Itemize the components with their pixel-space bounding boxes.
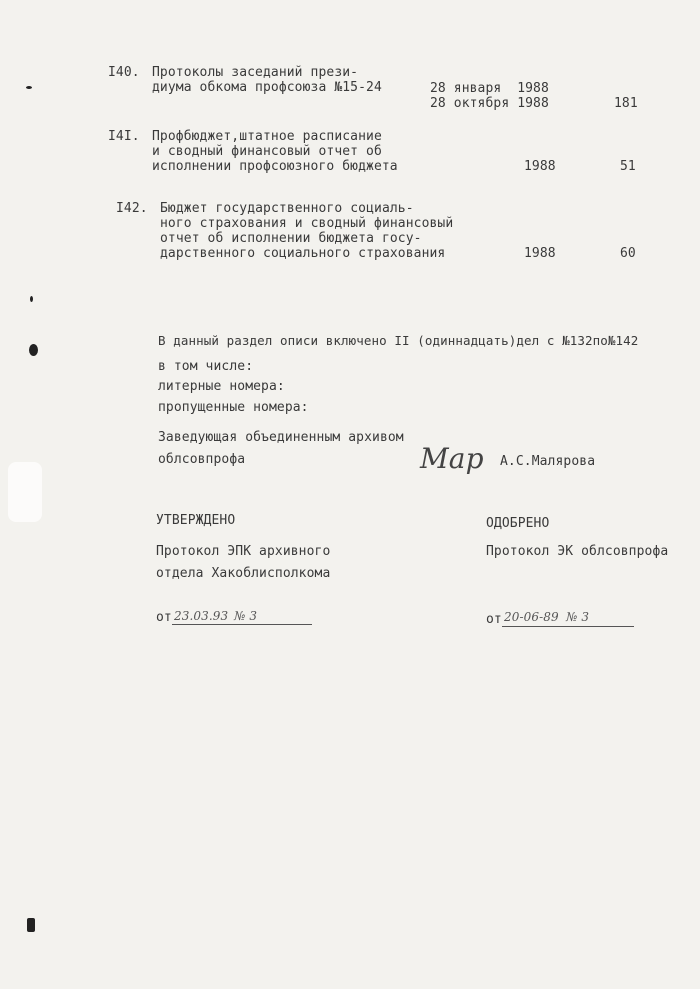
entry-title-line: Протоколы заседаний прези- bbox=[152, 65, 359, 80]
summary-missing-numbers: пропущенные номера: bbox=[158, 400, 309, 415]
approved-title: УТВЕРЖДЕНО bbox=[156, 513, 236, 528]
entry-title-line: ного страхования и сводный финансовый bbox=[160, 216, 454, 231]
endorsed-date: 20-06-89 bbox=[504, 610, 559, 624]
entry-pages: 51 bbox=[620, 159, 636, 174]
entry-pages: 181 bbox=[614, 96, 638, 111]
endorsed-date-underline bbox=[502, 626, 634, 627]
signatory-name: А.С.Малярова bbox=[500, 454, 596, 469]
entry-title-line: Бюджет государственного социаль- bbox=[160, 201, 414, 216]
summary-letter-numbers: литерные номера: bbox=[158, 379, 285, 394]
entry-title-line: отчет об исполнении бюджета госу- bbox=[160, 231, 422, 246]
handwritten-signature: Мар bbox=[420, 442, 484, 475]
endorsed-number: № 3 bbox=[566, 610, 590, 624]
entry-date: 28 января 1988 bbox=[430, 81, 549, 96]
scan-artifact-mark bbox=[27, 918, 35, 932]
endorsed-protocol-line: Протокол ЭК облсовпрофа bbox=[486, 544, 669, 559]
paper-stain bbox=[8, 462, 42, 522]
approved-protocol-line: отдела Хакоблисполкома bbox=[156, 566, 331, 581]
entry-number: I4I. bbox=[108, 129, 140, 144]
scan-artifact-mark bbox=[26, 86, 32, 89]
binding-hole-mark bbox=[29, 344, 38, 356]
summary-including: в том числе: bbox=[158, 359, 254, 374]
scan-artifact-mark bbox=[30, 296, 33, 302]
entry-title-line: дарственного социального страхования bbox=[160, 246, 446, 261]
approved-protocol-line: Протокол ЭПК архивного bbox=[156, 544, 331, 559]
approved-date-underline bbox=[172, 624, 312, 625]
approved-from-label: от bbox=[156, 610, 172, 625]
approved-date: 23.03.93 bbox=[174, 609, 229, 623]
approved-number: № 3 bbox=[234, 609, 258, 623]
entry-pages: 60 bbox=[620, 246, 636, 261]
entry-year: 1988 bbox=[524, 246, 556, 261]
entry-title-line: Профбюджет,штатное расписание bbox=[152, 129, 382, 144]
signatory-position: облсовпрофа bbox=[158, 452, 246, 467]
endorsed-title: ОДОБРЕНО bbox=[486, 516, 550, 531]
entry-date: 28 октября 1988 bbox=[430, 96, 549, 111]
summary-included: В данный раздел описи включено II (одиннадцать)дел с №132по№142 bbox=[158, 333, 639, 348]
entry-title-line: и сводный финансовый отчет об bbox=[152, 144, 382, 159]
entry-number: I40. bbox=[108, 65, 140, 80]
entry-title-line: исполнении профсоюзного бюджета bbox=[152, 159, 398, 174]
entry-year: 1988 bbox=[524, 159, 556, 174]
signatory-position: Заведующая объединенным архивом bbox=[158, 430, 404, 445]
entry-title-line: диума обкома профсоюза №15-24 bbox=[152, 80, 382, 95]
endorsed-from-label: от bbox=[486, 612, 502, 627]
entry-number: I42. bbox=[116, 201, 148, 216]
